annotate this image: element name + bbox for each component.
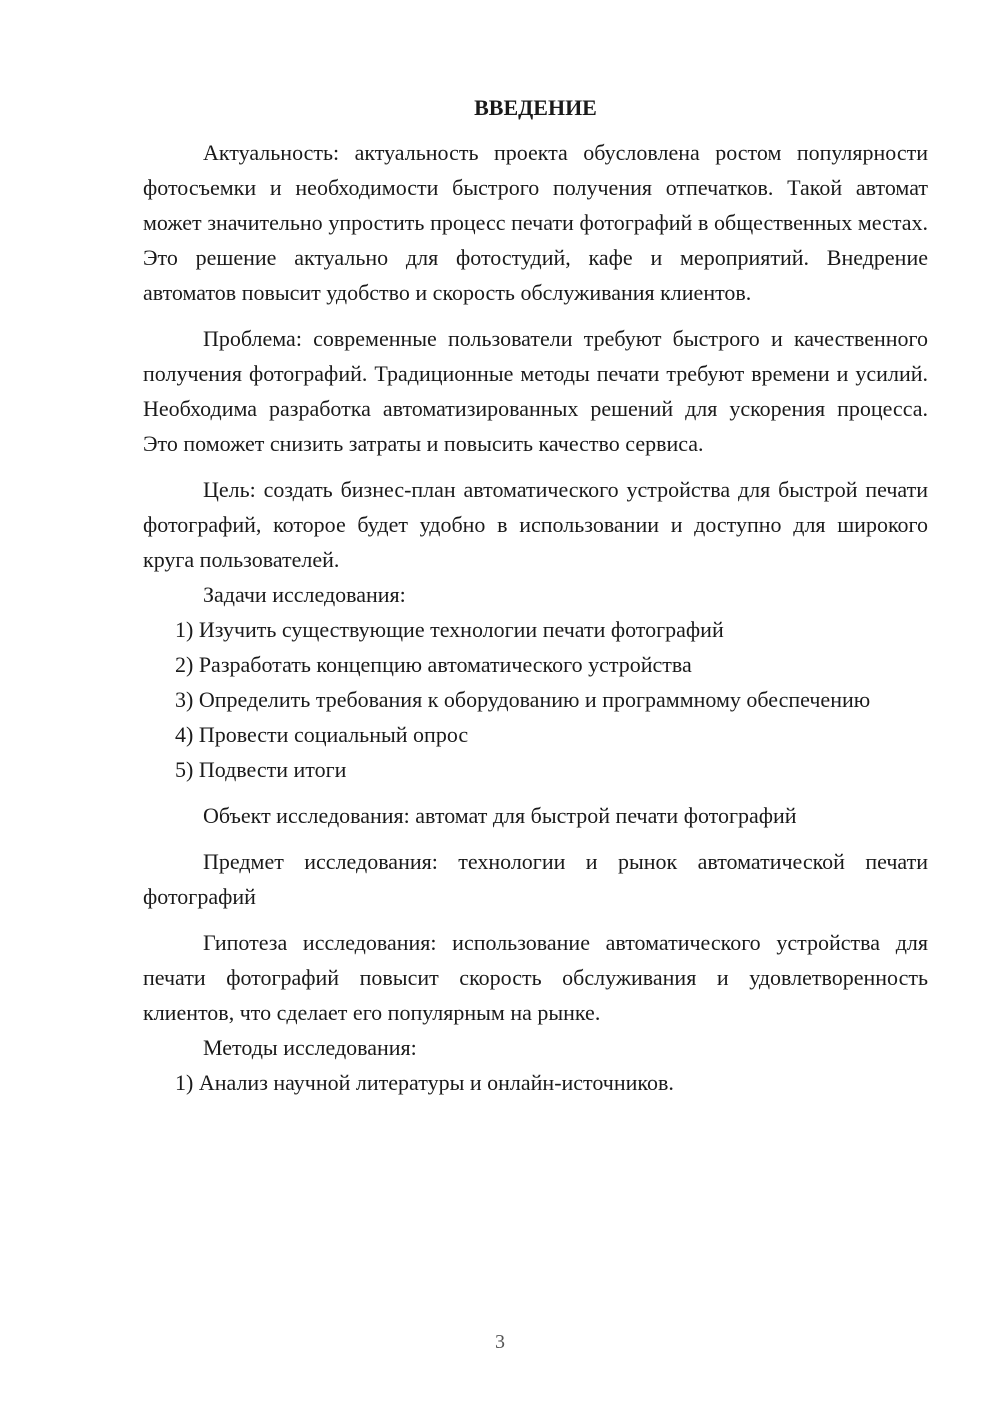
- tasks-title: Задачи исследования:: [203, 582, 406, 607]
- task-item: 5) Подвести итоги: [175, 757, 347, 782]
- relevance-paragraph: Актуальность: актуальность проекта обусловлена ростом популярности фотосъемки и необходимости быстрого получения отпечатков. Такой автомат может значительно упростить процесс печати фотографий в общественных местах. Это решение актуально для фотостудий, кафе и мероприятий. Внедрение автоматов повысит удобство и скорость обслуживания клиентов.: [143, 140, 928, 305]
- page-number: 3: [495, 1331, 505, 1353]
- hypothesis-paragraph: Гипотеза исследования: использование автоматического устройства для печати фотографий повысит скорость обслуживания и удовлетворенность клиентов, что сделает его популярным на рынке.: [143, 930, 928, 1025]
- object-paragraph: Объект исследования: автомат для быстрой печати фотографий: [203, 803, 797, 828]
- subject-paragraph: Предмет исследования: технологии и рынок автоматической печати фотографий: [143, 849, 928, 909]
- task-item: 1) Изучить существующие технологии печати фотографий: [175, 617, 724, 642]
- goal-paragraph: Цель: создать бизнес-план автоматического устройства для быстрой печати фотографий, которое будет удобно в использовании и доступно для широкого круга пользователей.: [143, 477, 928, 572]
- methods-title: Методы исследования:: [203, 1035, 417, 1060]
- method-item: 1) Анализ научной литературы и онлайн-источников.: [175, 1070, 674, 1095]
- task-item: 4) Провести социальный опрос: [175, 722, 469, 747]
- problem-paragraph: Проблема: современные пользователи требуют быстрого и качественного получения фотографий. Традиционные методы печати требуют времени и усилий. Необходима разработка автоматизированных решений для ускорения процесса. Это поможет снизить затраты и повысить качество сервиса.: [143, 326, 928, 456]
- task-item: 3) Определить требования к оборудованию и программному обеспечению: [175, 687, 871, 712]
- page-heading: ВВЕДЕНИЕ: [474, 95, 597, 120]
- page-content: [143, 90, 928, 1100]
- task-item: 2) Разработать концепцию автоматического устройства: [175, 652, 692, 677]
